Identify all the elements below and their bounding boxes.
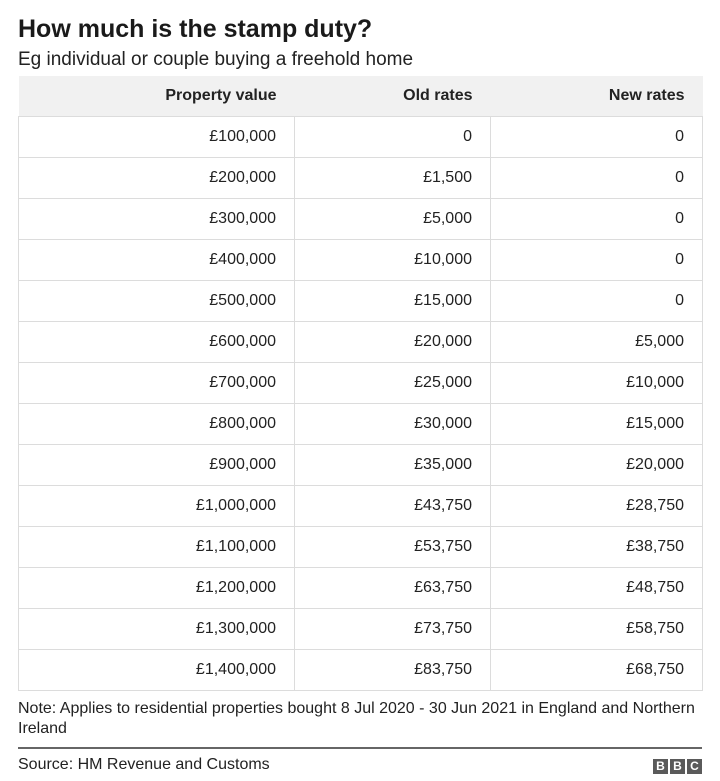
cell-old-rate: £43,750 — [295, 486, 491, 527]
cell-old-rate: £5,000 — [295, 199, 491, 240]
cell-old-rate: £10,000 — [295, 240, 491, 281]
cell-property-value: £1,000,000 — [19, 486, 295, 527]
table-row — [19, 199, 703, 240]
stamp-duty-table — [18, 76, 703, 691]
chart-subtitle: Eg individual or couple buying a freehold home — [18, 49, 414, 70]
cell-new-rate: £68,750 — [491, 650, 703, 691]
cell-property-value: £200,000 — [19, 158, 295, 199]
source-text: Source: HM Revenue and Customs — [18, 756, 270, 773]
cell-old-rate: £25,000 — [295, 363, 491, 404]
cell-property-value: £1,100,000 — [19, 527, 295, 568]
cell-property-value: £1,300,000 — [19, 609, 295, 650]
cell-property-value: £500,000 — [19, 281, 295, 322]
chart-title: How much is the stamp duty? — [18, 15, 373, 43]
column-header-new-rates: New rates — [608, 87, 685, 104]
cell-new-rate: £10,000 — [491, 363, 703, 404]
footnote: Note: Applies to residential properties bought 8 Jul 2020 - 30 Jun 2021 in England and Northern Ireland — [18, 700, 695, 737]
table-row — [19, 404, 703, 445]
logo-letter: C — [687, 759, 702, 774]
cell-old-rate: 0 — [295, 117, 491, 158]
cell-new-rate: £58,750 — [491, 609, 703, 650]
cell-new-rate: £15,000 — [491, 404, 703, 445]
column-header-old-rates: Old rates — [403, 87, 473, 104]
table-row — [19, 486, 703, 527]
footer — [18, 749, 702, 779]
table-row — [19, 281, 703, 322]
cell-new-rate: £48,750 — [491, 568, 703, 609]
table-row — [19, 609, 703, 650]
table-row — [19, 117, 703, 158]
table-row — [19, 322, 703, 363]
table-row — [19, 445, 703, 486]
cell-property-value: £100,000 — [19, 117, 295, 158]
cell-old-rate: £35,000 — [295, 445, 491, 486]
table-row — [19, 158, 703, 199]
column-header-property-value: Property value — [165, 87, 277, 104]
bbc-logo — [653, 759, 702, 774]
cell-property-value: £400,000 — [19, 240, 295, 281]
cell-property-value: £700,000 — [19, 363, 295, 404]
cell-new-rate: £28,750 — [491, 486, 703, 527]
cell-property-value: £800,000 — [19, 404, 295, 445]
table-row — [19, 650, 703, 691]
cell-old-rate: £30,000 — [295, 404, 491, 445]
table-header-row — [19, 76, 703, 117]
table-row — [19, 568, 703, 609]
cell-old-rate: £83,750 — [295, 650, 491, 691]
table-row — [19, 240, 703, 281]
cell-old-rate: £20,000 — [295, 322, 491, 363]
cell-property-value: £300,000 — [19, 199, 295, 240]
chart-container — [18, 0, 702, 779]
cell-property-value: £1,400,000 — [19, 650, 295, 691]
cell-old-rate: £53,750 — [295, 527, 491, 568]
cell-property-value: £1,200,000 — [19, 568, 295, 609]
cell-new-rate: 0 — [491, 158, 703, 199]
cell-old-rate: £63,750 — [295, 568, 491, 609]
cell-new-rate: 0 — [491, 117, 703, 158]
cell-new-rate: £5,000 — [491, 322, 703, 363]
cell-new-rate: £38,750 — [491, 527, 703, 568]
table-row — [19, 363, 703, 404]
cell-new-rate: £20,000 — [491, 445, 703, 486]
logo-letter: B — [653, 759, 668, 774]
cell-new-rate: 0 — [491, 199, 703, 240]
cell-property-value: £600,000 — [19, 322, 295, 363]
table-row — [19, 527, 703, 568]
cell-old-rate: £1,500 — [295, 158, 491, 199]
cell-old-rate: £15,000 — [295, 281, 491, 322]
cell-property-value: £900,000 — [19, 445, 295, 486]
logo-letter: B — [670, 759, 685, 774]
cell-old-rate: £73,750 — [295, 609, 491, 650]
cell-new-rate: 0 — [491, 240, 703, 281]
cell-new-rate: 0 — [491, 281, 703, 322]
table-body — [19, 117, 703, 691]
